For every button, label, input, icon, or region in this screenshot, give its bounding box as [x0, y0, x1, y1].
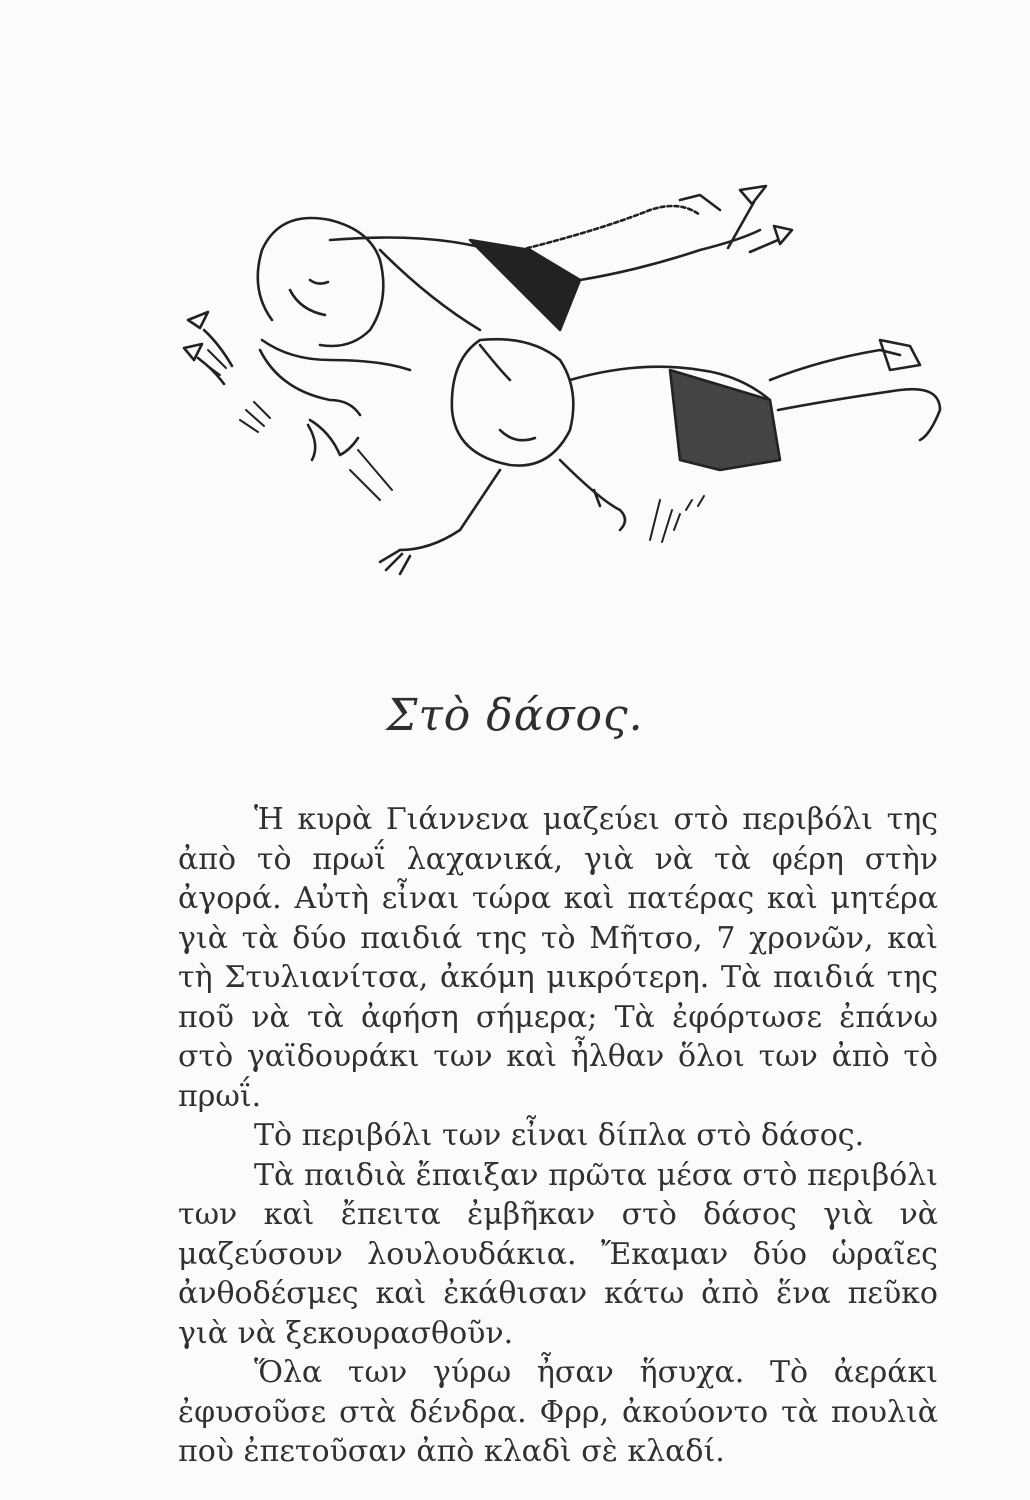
boy-figure	[380, 339, 940, 574]
paragraph: Τὸ περιβόλι των εἶναι δίπλα στὸ δάσος.	[254, 1118, 865, 1153]
paragraph: Ἡ κυρὰ Γιάννενα μαζεύει στὸ περιβόλι της ἀπὸ τὸ πρωΐ λαχανικά, γιὰ νὰ τὰ φέρη στὴν ἀγορά. Αὐτὴ εἶναι τώρα καὶ πατέρας καὶ μητέρα γιὰ τὰ δύο παιδιά της τὸ Μῆτσο, 7 χρονῶν, καὶ τὴ Στυλιανίτσα, ἀκόμη μικρότερη. Τὰ παιδιά της ποῦ νὰ τὰ ἀφήση σήμερα; Τὰ ἐφόρτωσε ἐπάνω στὸ γαϊδουράκι των καὶ ἦλθαν ὅλοι των ἀπὸ τὸ πρωΐ.	[178, 802, 938, 1114]
paragraph: Τὰ παιδιὰ ἔπαιξαν πρῶτα μέσα στὸ περιβόλι των καὶ ἔπειτα ἐμβῆκαν στὸ δάσος γιὰ νὰ μαζεύσουν λουλουδάκια. Ἔκαμαν δύο ὡραῖες ἀνθοδέσμες καὶ ἐκάθισαν κάτω ἀπὸ ἕνα πεῦκο γιὰ νὰ ξεκουρασθοῦν.	[178, 1157, 938, 1351]
sleeping-children-illustration	[180, 170, 960, 610]
flower-icon	[728, 186, 792, 252]
story-text	[178, 800, 938, 1472]
flower-icon	[184, 312, 232, 384]
page-title: Στὸ δάσος.	[386, 690, 644, 741]
sleeping-children-icon	[180, 170, 960, 610]
grass-strokes-icon	[200, 350, 704, 542]
paragraph: Ὅλα των γύρω ἦσαν ἥσυχα. Τὸ ἀεράκι ἐφυσοῦσε στὰ δένδρα. Φρρ, ἀκούοντο τὰ πουλιὰ ποὺ ἐπετοῦσαν ἀπὸ κλαδὶ σὲ κλαδί.	[178, 1355, 938, 1469]
